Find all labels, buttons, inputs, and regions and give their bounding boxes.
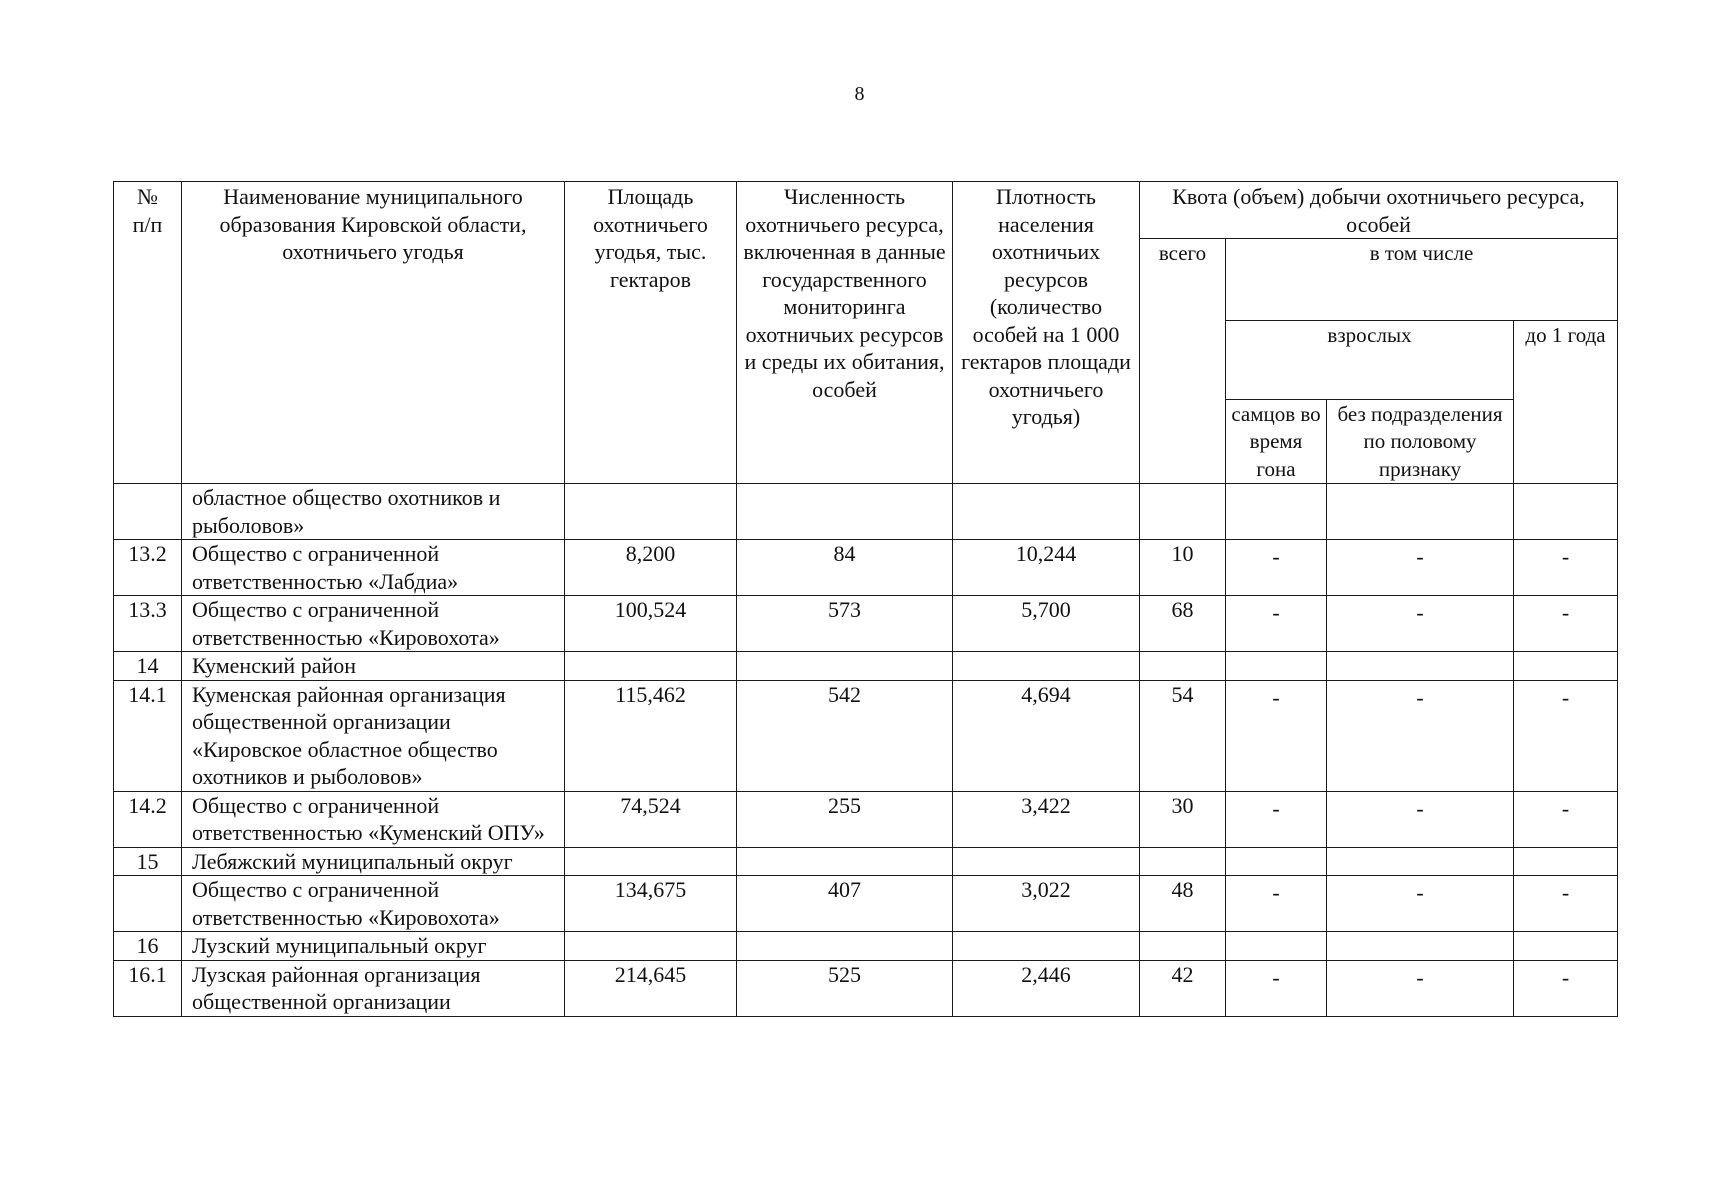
- row-males-cell: -: [1226, 680, 1327, 791]
- row-area-cell: [565, 652, 737, 681]
- row-males-cell: [1226, 484, 1327, 540]
- row-nosex-cell: [1327, 484, 1514, 540]
- row-density-cell: 3,022: [953, 876, 1140, 932]
- header-population: Численность охотничьего ресурса, включенная в данные государственного мониторинга охотничьих ресурсов и среды их обитания, особей: [737, 182, 953, 484]
- row-number-cell: 13.2: [114, 540, 182, 596]
- row-name-cell: Куменский район: [182, 652, 565, 681]
- row-density-cell: 2,446: [953, 960, 1140, 1016]
- row-total-cell: [1140, 847, 1226, 876]
- row-males-cell: -: [1226, 540, 1327, 596]
- row-males-cell: [1226, 932, 1327, 961]
- table-row: [114, 540, 1618, 596]
- row-density-cell: [953, 932, 1140, 961]
- row-name-cell: Общество с ограниченной ответственностью «Кировохота»: [182, 876, 565, 932]
- row-population-cell: 84: [737, 540, 953, 596]
- row-total-cell: [1140, 652, 1226, 681]
- row-area-cell: 134,675: [565, 876, 737, 932]
- row-density-cell: 3,422: [953, 791, 1140, 847]
- row-name-cell: Лузская районная организация общественной организации: [182, 960, 565, 1016]
- row-total-cell: [1140, 932, 1226, 961]
- row-name-cell: Куменская районная организация общественной организации «Кировское областное общество охотников и рыболовов»: [182, 680, 565, 791]
- table-row: [114, 960, 1618, 1016]
- row-young-cell: -: [1514, 876, 1618, 932]
- row-name-cell: Лебяжский муниципальный округ: [182, 847, 565, 876]
- row-total-cell: 54: [1140, 680, 1226, 791]
- header-name: Наименование муниципального образования Кировской области, охотничьего угодья: [182, 182, 565, 484]
- row-area-cell: 115,462: [565, 680, 737, 791]
- header-including: в том числе: [1226, 239, 1618, 321]
- quota-table-container: [113, 181, 1617, 1017]
- header-under-one-year: до 1 года: [1514, 321, 1618, 484]
- row-young-cell: [1514, 484, 1618, 540]
- row-name-cell: Общество с ограниченной ответственностью «Лабдиа»: [182, 540, 565, 596]
- header-males-during-rut: самцов во время гона: [1226, 399, 1327, 484]
- row-nosex-cell: [1327, 932, 1514, 961]
- row-young-cell: -: [1514, 540, 1618, 596]
- row-young-cell: -: [1514, 680, 1618, 791]
- row-population-cell: 255: [737, 791, 953, 847]
- row-number-cell: 14: [114, 652, 182, 681]
- row-number-cell: [114, 876, 182, 932]
- table-row: [114, 680, 1618, 791]
- quota-table: [113, 181, 1618, 1017]
- row-area-cell: 214,645: [565, 960, 737, 1016]
- row-young-cell: -: [1514, 791, 1618, 847]
- header-density: Плотность населения охотничьих ресурсов (количество особей на 1 000 гектаров площади охотничьего угодья): [953, 182, 1140, 484]
- row-population-cell: [737, 484, 953, 540]
- header-total: всего: [1140, 239, 1226, 484]
- row-area-cell: [565, 932, 737, 961]
- row-area-cell: 8,200: [565, 540, 737, 596]
- row-nosex-cell: [1327, 847, 1514, 876]
- row-total-cell: [1140, 484, 1226, 540]
- row-number-cell: 14.1: [114, 680, 182, 791]
- header-area: Площадь охотничьего угодья, тыс. гектаров: [565, 182, 737, 484]
- table-row: [114, 791, 1618, 847]
- table-row: [114, 596, 1618, 652]
- row-young-cell: [1514, 847, 1618, 876]
- row-total-cell: 42: [1140, 960, 1226, 1016]
- row-total-cell: 10: [1140, 540, 1226, 596]
- header-number-text: № п/п: [132, 184, 163, 237]
- row-density-cell: 4,694: [953, 680, 1140, 791]
- row-total-cell: 68: [1140, 596, 1226, 652]
- row-nosex-cell: -: [1327, 540, 1514, 596]
- row-area-cell: [565, 847, 737, 876]
- row-density-cell: [953, 484, 1140, 540]
- header-without-sex-division: без подразделения по половому признаку: [1327, 399, 1514, 484]
- row-males-cell: [1226, 652, 1327, 681]
- row-young-cell: [1514, 652, 1618, 681]
- row-males-cell: -: [1226, 876, 1327, 932]
- row-population-cell: 542: [737, 680, 953, 791]
- table-row: [114, 876, 1618, 932]
- row-area-cell: [565, 484, 737, 540]
- row-nosex-cell: -: [1327, 680, 1514, 791]
- table-row: [114, 847, 1618, 876]
- row-population-cell: [737, 932, 953, 961]
- row-name-cell: Общество с ограниченной ответственностью «Кировохота»: [182, 596, 565, 652]
- row-number-cell: 14.2: [114, 791, 182, 847]
- header-number: [114, 182, 182, 484]
- header-adults: взрослых: [1226, 321, 1514, 399]
- row-population-cell: [737, 652, 953, 681]
- row-number-cell: 15: [114, 847, 182, 876]
- row-males-cell: [1226, 847, 1327, 876]
- row-number-cell: 16: [114, 932, 182, 961]
- row-population-cell: 407: [737, 876, 953, 932]
- row-density-cell: [953, 652, 1140, 681]
- table-body: [114, 484, 1618, 1017]
- table-row: [114, 652, 1618, 681]
- row-density-cell: [953, 847, 1140, 876]
- row-males-cell: -: [1226, 960, 1327, 1016]
- row-name-cell: Общество с ограниченной ответственностью «Куменский ОПУ»: [182, 791, 565, 847]
- row-density-cell: 5,700: [953, 596, 1140, 652]
- row-name-cell: областное общество охотников и рыболовов»: [182, 484, 565, 540]
- row-population-cell: 525: [737, 960, 953, 1016]
- page-number: 8: [854, 83, 865, 105]
- row-young-cell: -: [1514, 596, 1618, 652]
- row-population-cell: [737, 847, 953, 876]
- row-number-cell: 16.1: [114, 960, 182, 1016]
- row-area-cell: 74,524: [565, 791, 737, 847]
- row-density-cell: 10,244: [953, 540, 1140, 596]
- row-nosex-cell: -: [1327, 876, 1514, 932]
- row-nosex-cell: -: [1327, 596, 1514, 652]
- table-row: [114, 932, 1618, 961]
- row-males-cell: -: [1226, 791, 1327, 847]
- row-males-cell: -: [1226, 596, 1327, 652]
- row-nosex-cell: [1327, 652, 1514, 681]
- row-total-cell: 30: [1140, 791, 1226, 847]
- row-nosex-cell: -: [1327, 791, 1514, 847]
- row-young-cell: -: [1514, 960, 1618, 1016]
- row-name-cell: Лузский муниципальный округ: [182, 932, 565, 961]
- row-number-cell: [114, 484, 182, 540]
- row-population-cell: 573: [737, 596, 953, 652]
- table-row: [114, 484, 1618, 540]
- row-area-cell: 100,524: [565, 596, 737, 652]
- row-total-cell: 48: [1140, 876, 1226, 932]
- row-number-cell: 13.3: [114, 596, 182, 652]
- row-nosex-cell: -: [1327, 960, 1514, 1016]
- row-young-cell: [1514, 932, 1618, 961]
- header-quota: Квота (объем) добычи охотничьего ресурса, особей: [1140, 182, 1618, 239]
